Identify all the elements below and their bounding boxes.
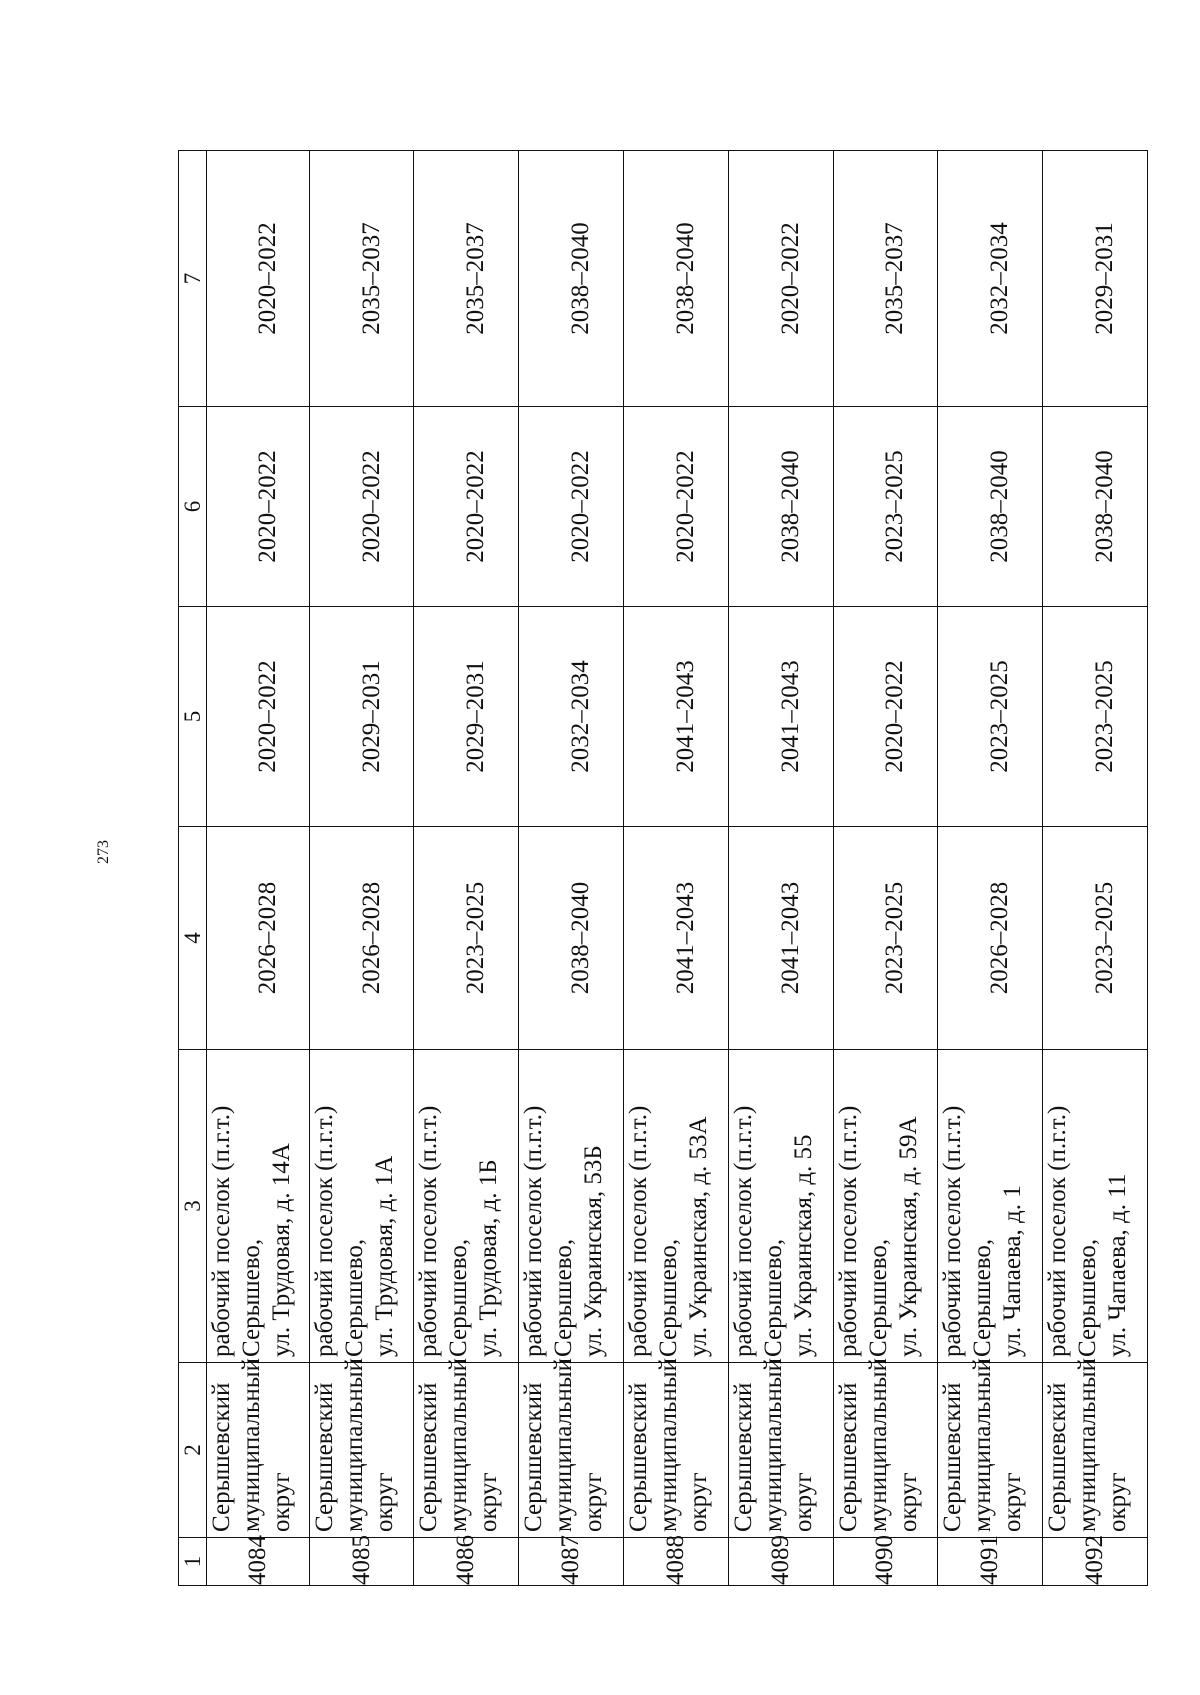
period-value: 2041–2043 <box>776 660 804 773</box>
district-line: Серышевский <box>415 1382 443 1532</box>
period-value: 2032–2034 <box>986 222 1014 335</box>
district-name <box>519 1358 624 1538</box>
address <box>728 1050 833 1363</box>
district-line: муниципальный <box>340 1358 368 1532</box>
period-value: 2020–2022 <box>462 450 490 563</box>
district-line: Серышевский <box>939 1382 967 1532</box>
period-value: 2023–2025 <box>881 450 909 563</box>
period-c5 <box>1043 607 1148 827</box>
period-c4 <box>519 827 624 1050</box>
address-line: ул. Украинская, 53Б <box>580 1145 608 1357</box>
period-c7 <box>207 151 310 407</box>
address-line: ул. Чапаева, д. 11 <box>1104 1173 1132 1357</box>
table-row <box>207 151 310 1586</box>
period-c7 <box>414 151 519 407</box>
period-value: 2020–2022 <box>881 660 909 773</box>
column-header-7: 7 <box>179 151 207 407</box>
district-name <box>833 1358 938 1538</box>
page-number: 273 <box>95 840 112 864</box>
table-row <box>1043 151 1148 1586</box>
period-c6 <box>309 407 414 607</box>
period-c7 <box>624 151 729 407</box>
period-value: 2023–2025 <box>1091 881 1119 995</box>
address-line: ул. Чапаева, д. 1 <box>999 1185 1027 1357</box>
district-line: округ <box>1104 1472 1132 1532</box>
period-value: 2020–2022 <box>671 450 699 563</box>
address-line: Серышево, <box>759 1238 787 1357</box>
period-c5 <box>519 607 624 827</box>
period-c4 <box>624 827 729 1050</box>
address-line: Серышево, <box>1074 1238 1102 1357</box>
address <box>519 1050 624 1363</box>
address <box>833 1050 938 1363</box>
period-c6 <box>938 407 1043 607</box>
period-c4 <box>728 827 833 1050</box>
row-number: 4087 <box>519 1538 624 1586</box>
row-number: 4092 <box>1043 1538 1148 1586</box>
period-value: 2023–2025 <box>881 881 909 995</box>
period-c4 <box>207 827 310 1050</box>
period-c5 <box>414 607 519 827</box>
row-number: 4088 <box>624 1538 729 1586</box>
period-c4 <box>309 827 414 1050</box>
district-line: округ <box>580 1472 608 1532</box>
period-value: 2038–2040 <box>1091 450 1119 563</box>
period-value: 2029–2031 <box>462 660 490 773</box>
address-line: Серышево, <box>655 1238 683 1357</box>
address-line: ул. Украинская, д. 55 <box>789 1134 817 1357</box>
period-c4 <box>833 827 938 1050</box>
period-c6 <box>624 407 729 607</box>
row-number: 4084 <box>207 1538 310 1586</box>
table-row <box>624 151 729 1586</box>
address <box>207 1050 310 1363</box>
column-header-4: 4 <box>179 827 207 1050</box>
address-line: Серышево, <box>864 1238 892 1357</box>
period-value: 2023–2025 <box>986 660 1014 773</box>
address-line: Серышево, <box>969 1238 997 1357</box>
table-row <box>519 151 624 1586</box>
period-c7 <box>309 151 414 407</box>
address <box>938 1050 1043 1363</box>
row-number: 4086 <box>414 1538 519 1586</box>
period-c5 <box>309 607 414 827</box>
address-line: ул. Украинская, д. 59А <box>894 1116 922 1357</box>
period-value: 2038–2040 <box>567 881 595 995</box>
district-line: округ <box>268 1472 296 1532</box>
district-line: муниципальный <box>445 1358 473 1532</box>
district-line: Серышевский <box>310 1382 338 1532</box>
period-value: 2038–2040 <box>671 222 699 335</box>
period-value: 2029–2031 <box>1091 222 1119 335</box>
period-c5 <box>728 607 833 827</box>
district-name <box>207 1358 310 1538</box>
address-line: ул. Трудовая, д. 1А <box>370 1155 398 1357</box>
row-number: 4085 <box>309 1538 414 1586</box>
period-value: 2026–2028 <box>986 881 1014 995</box>
address <box>309 1050 414 1363</box>
housing-schedule-table <box>178 150 1148 1586</box>
address-line: Серышево, <box>238 1238 266 1357</box>
period-value: 2041–2043 <box>776 881 804 995</box>
district-line: муниципальный <box>550 1358 578 1532</box>
column-header-1: 1 <box>179 1538 207 1586</box>
address-line: Серышево, <box>445 1238 473 1357</box>
period-c6 <box>414 407 519 607</box>
period-c6 <box>1043 407 1148 607</box>
row-number: 4091 <box>938 1538 1043 1586</box>
period-c7 <box>938 151 1043 407</box>
period-c7 <box>519 151 624 407</box>
period-c6 <box>207 407 310 607</box>
district-line: муниципальный <box>759 1358 787 1532</box>
district-name <box>938 1358 1043 1538</box>
period-c5 <box>207 607 310 827</box>
period-value: 2032–2034 <box>567 660 595 773</box>
period-c4 <box>1043 827 1148 1050</box>
district-line: округ <box>999 1472 1027 1532</box>
period-value: 2041–2043 <box>671 881 699 995</box>
table-row <box>309 151 414 1586</box>
header-row <box>179 151 207 1586</box>
period-c5 <box>938 607 1043 827</box>
period-value: 2020–2022 <box>567 450 595 563</box>
period-c7 <box>833 151 938 407</box>
address-line: рабочий поселок (п.г.т.) <box>1044 1105 1072 1357</box>
address <box>1043 1050 1148 1363</box>
column-header-6: 6 <box>179 407 207 607</box>
table-row <box>728 151 833 1586</box>
district-name <box>309 1358 414 1538</box>
row-number: 4090 <box>833 1538 938 1586</box>
rotated-table-container <box>178 151 1148 1586</box>
district-line: Серышевский <box>520 1382 548 1532</box>
district-name <box>1043 1358 1148 1538</box>
district-line: округ <box>894 1472 922 1532</box>
table-row <box>414 151 519 1586</box>
period-value: 2041–2043 <box>671 660 699 773</box>
address-line: рабочий поселок (п.г.т.) <box>520 1105 548 1357</box>
address-line: рабочий поселок (п.г.т.) <box>625 1105 653 1357</box>
period-value: 2020–2022 <box>253 222 281 335</box>
address-line: Серышево, <box>550 1238 578 1357</box>
district-name <box>728 1358 833 1538</box>
row-number: 4089 <box>728 1538 833 1586</box>
district-line: Серышевский <box>729 1382 757 1532</box>
period-value: 2026–2028 <box>253 881 281 995</box>
period-value: 2035–2037 <box>881 222 909 335</box>
address-line: ул. Украинская, д. 53А <box>685 1116 713 1357</box>
district-line: округ <box>475 1472 503 1532</box>
period-c6 <box>833 407 938 607</box>
address <box>624 1050 729 1363</box>
period-c7 <box>728 151 833 407</box>
period-c5 <box>833 607 938 827</box>
district-line: муниципальный <box>1074 1358 1102 1532</box>
period-value: 2029–2031 <box>357 660 385 773</box>
period-value: 2038–2040 <box>776 450 804 563</box>
period-value: 2026–2028 <box>357 881 385 995</box>
address-line: ул. Трудовая, д. 14А <box>268 1143 296 1357</box>
period-c4 <box>938 827 1043 1050</box>
table-row <box>938 151 1043 1586</box>
district-line: Серышевский <box>208 1382 236 1532</box>
address-line: рабочий поселок (п.г.т.) <box>208 1105 236 1357</box>
district-line: Серышевский <box>834 1382 862 1532</box>
table-row <box>833 151 938 1586</box>
period-value: 2020–2022 <box>357 450 385 563</box>
period-value: 2020–2022 <box>776 222 804 335</box>
period-value: 2020–2022 <box>253 450 281 563</box>
period-c6 <box>519 407 624 607</box>
address-line: рабочий поселок (п.г.т.) <box>939 1105 967 1357</box>
address-line: рабочий поселок (п.г.т.) <box>310 1105 338 1357</box>
district-line: муниципальный <box>238 1358 266 1532</box>
column-header-2: 2 <box>179 1363 207 1538</box>
column-header-3: 3 <box>179 1050 207 1363</box>
district-line: округ <box>685 1472 713 1532</box>
address-line: рабочий поселок (п.г.т.) <box>729 1105 757 1357</box>
address-line: ул. Трудовая, д. 1Б <box>475 1159 503 1357</box>
period-value: 2035–2037 <box>462 222 490 335</box>
district-name <box>414 1358 519 1538</box>
address-line: Серышево, <box>340 1238 368 1357</box>
district-name <box>624 1358 729 1538</box>
column-header-5: 5 <box>179 607 207 827</box>
period-c6 <box>728 407 833 607</box>
period-c7 <box>1043 151 1148 407</box>
district-line: муниципальный <box>969 1358 997 1532</box>
period-value: 2035–2037 <box>357 222 385 335</box>
district-line: муниципальный <box>655 1358 683 1532</box>
period-c4 <box>414 827 519 1050</box>
district-line: округ <box>370 1472 398 1532</box>
district-line: муниципальный <box>864 1358 892 1532</box>
period-value: 2020–2022 <box>253 660 281 773</box>
period-value: 2023–2025 <box>1091 660 1119 773</box>
address-line: рабочий поселок (п.г.т.) <box>415 1105 443 1357</box>
district-line: Серышевский <box>625 1382 653 1532</box>
period-value: 2038–2040 <box>567 222 595 335</box>
address <box>414 1050 519 1363</box>
district-line: Серышевский <box>1044 1382 1072 1532</box>
district-line: округ <box>789 1472 817 1532</box>
period-c5 <box>624 607 729 827</box>
period-value: 2023–2025 <box>462 881 490 995</box>
period-value: 2038–2040 <box>986 450 1014 563</box>
address-line: рабочий поселок (п.г.т.) <box>834 1105 862 1357</box>
